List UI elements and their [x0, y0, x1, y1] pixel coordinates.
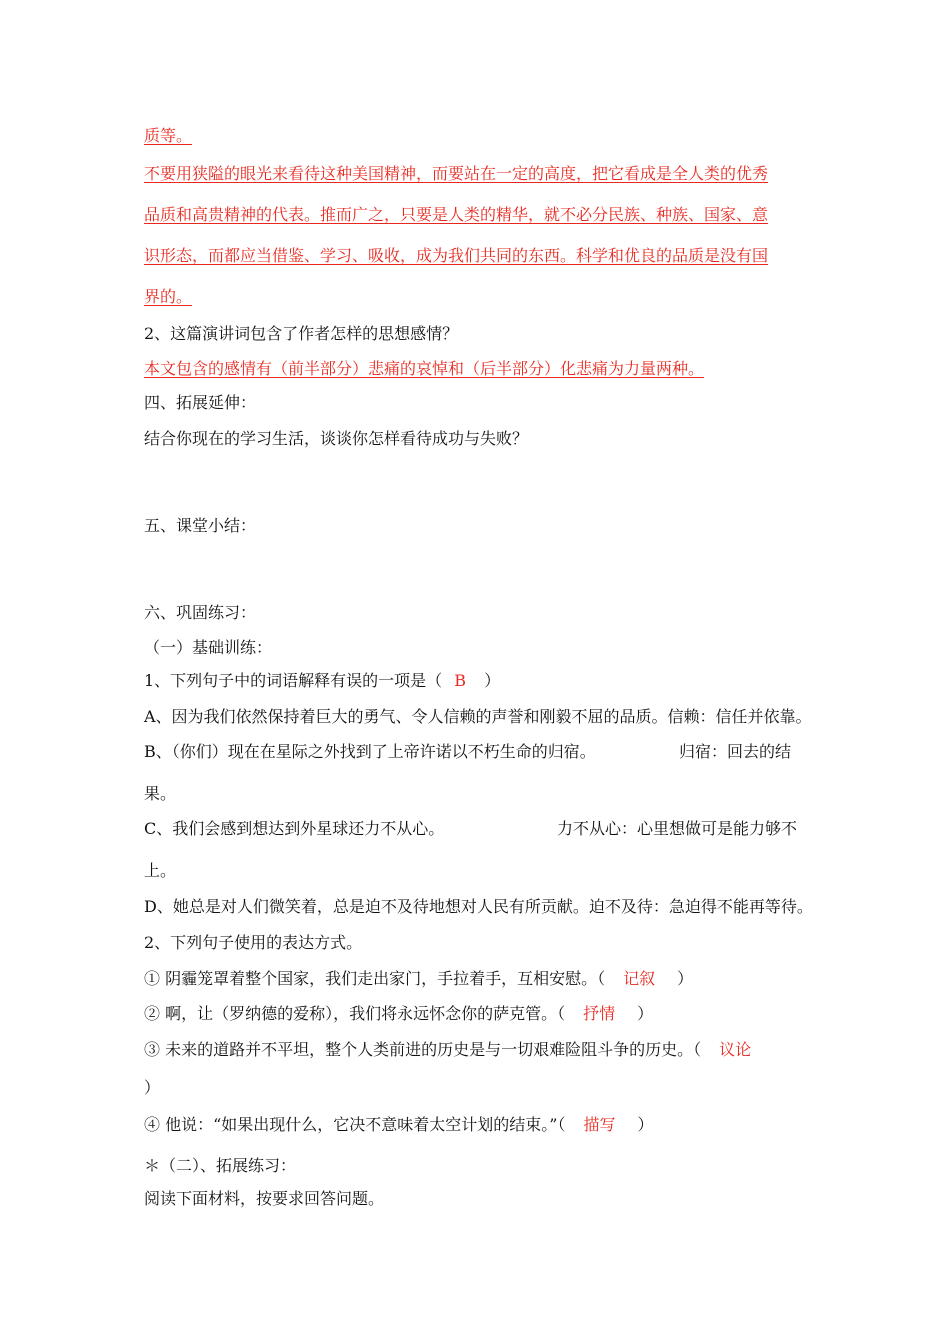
section-5-heading: 五、课堂小结：: [144, 516, 257, 535]
expression-item-2-text: ② 啊，让（罗纳德的爱称），我们将永远怀念你的萨克管。（: [144, 1004, 566, 1023]
answer-line-4: 识形态，而都应当借鉴、学习、吸收，成为我们共同的东西。科学和优良的品质是没有国: [144, 246, 769, 265]
expression-item-3-text: ③ 未来的道路并不平坦，整个人类前进的历史是与一切艰难险阻斗争的历史。（: [144, 1040, 702, 1059]
expression-item-4-close: ）: [637, 1115, 654, 1134]
option-c-continued: 上。: [144, 861, 177, 880]
expression-item-4-answer: 描写: [583, 1115, 616, 1134]
expression-item-3-answer: 议论: [719, 1040, 752, 1059]
mcq-stem-close: ）: [484, 671, 501, 690]
option-c-gloss: 力不从心：心里想做可是能力够不: [557, 819, 798, 838]
section-4-prompt: 结合你现在的学习生活，谈谈你怎样看待成功与失败？: [144, 429, 529, 448]
basic-training-heading: （一）基础训练：: [144, 638, 273, 657]
mcq-stem: [144, 670, 500, 692]
expression-item-2-close: ）: [637, 1004, 654, 1023]
answer-line-3: 品质和高贵精神的代表。推而广之，只要是人类的精华，就不必分民族、种族、国家、意: [144, 205, 769, 224]
expression-question-stem: 2、下列句子使用的表达方式。: [144, 933, 363, 952]
expression-item-2-answer: 抒情: [583, 1004, 616, 1023]
extension-heading: ＊（二）、拓展练习：: [144, 1156, 297, 1175]
option-a: A、因为我们依然保持着巨大的勇气、令人信赖的声誉和刚毅不屈的品质。信赖：信任并依靠。: [144, 707, 812, 726]
expression-item-2: [144, 1003, 653, 1025]
answer-line-2: 不要用狭隘的眼光来看待这种美国精神，而要站在一定的高度，把它看成是全人类的优秀: [144, 164, 769, 183]
expression-item-1-close: ）: [677, 969, 694, 988]
expression-item-1: [144, 968, 693, 990]
option-d: D、她总是对人们微笑着，总是迫不及待地想对人民有所贡献。迫不及待：急迫得不能再等待。: [144, 897, 813, 916]
answer-line-5: 界的。: [144, 287, 193, 306]
option-b-gloss: 归宿：回去的结: [679, 742, 792, 761]
expression-item-3-close: ）: [144, 1078, 161, 1097]
option-c: C、我们会感到想达到外星球还力不从心。: [144, 819, 445, 838]
option-b: B、（你们）现在在星际之外找到了上帝许诺以不朽生命的归宿。: [144, 742, 596, 761]
expression-item-4-text: ④ 他说：“如果出现什么，它决不意味着太空计划的结束。”（: [144, 1115, 566, 1134]
mcq-stem-text: 1、下列句子中的词语解释有误的一项是（: [144, 671, 443, 690]
question-2: 2、这篇演讲词包含了作者怎样的思想感情？: [144, 324, 459, 343]
section-6-heading: 六、巩固练习：: [144, 603, 257, 622]
question-2-answer: 本文包含的感情有（前半部分）悲痛的哀悼和（后半部分）化悲痛为力量两种。: [144, 359, 705, 378]
expression-item-1-text: ① 阴霾笼罩着整个国家，我们走出家门，手拉着手，互相安慰。（: [144, 969, 606, 988]
mcq-answer: B: [454, 671, 467, 690]
extension-prompt: 阅读下面材料，按要求回答问题。: [144, 1189, 385, 1208]
section-4-heading: 四、拓展延伸：: [144, 393, 257, 412]
expression-item-4: [144, 1114, 653, 1136]
option-b-continued: 果。: [144, 784, 177, 803]
answer-line-1: 质等。: [144, 126, 193, 145]
expression-item-3: [144, 1039, 751, 1061]
expression-item-1-answer: 记叙: [623, 969, 656, 988]
